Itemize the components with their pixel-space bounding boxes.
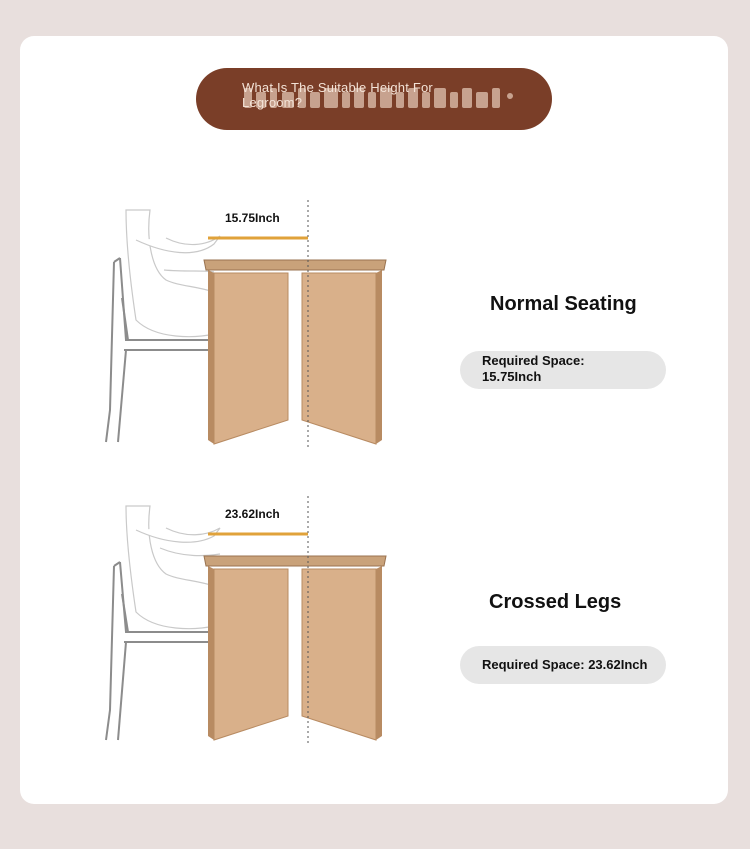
- crossed-legs-illustration: [96, 496, 396, 746]
- required-space-value: 15.75Inch: [482, 369, 542, 384]
- table: [204, 260, 386, 444]
- required-space-text: Required Space: 23.62Inch: [482, 657, 648, 672]
- required-space-label: Required Space:: [482, 353, 585, 368]
- section-heading-crossed-legs: Crossed Legs: [489, 591, 622, 613]
- person: [126, 506, 220, 629]
- measurement-label: 23.62Inch: [225, 507, 280, 521]
- required-space-pill-1: [460, 351, 666, 389]
- required-space-pill-2: [460, 646, 666, 684]
- measurement-label: 15.75Inch: [225, 211, 280, 225]
- person: [126, 210, 220, 337]
- page-title: What Is The Suitable Height For Legroom?: [242, 80, 433, 110]
- section-heading-normal-seating: Normal Seating: [490, 293, 637, 315]
- table: [204, 556, 386, 740]
- title-pill: [196, 68, 552, 130]
- normal-seating-illustration: [96, 200, 396, 450]
